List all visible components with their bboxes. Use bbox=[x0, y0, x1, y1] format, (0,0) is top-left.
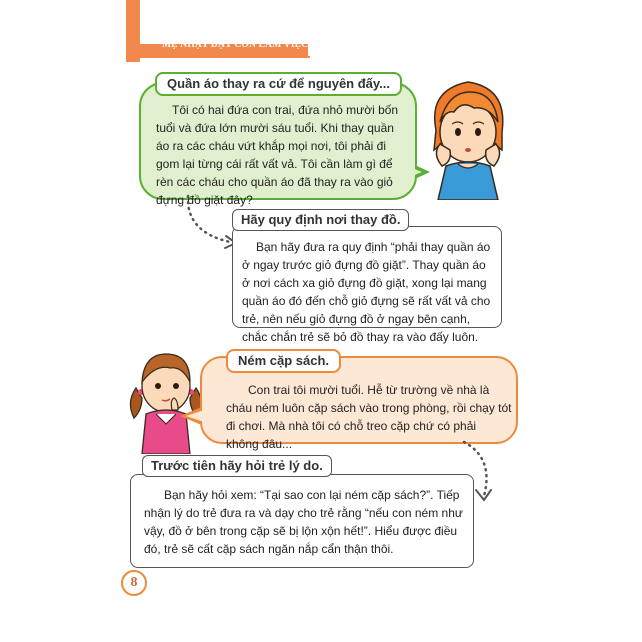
question-body-2: Con trai tôi mười tuổi. Hễ từ trường về nhà là cháu ném luôn cặp sách vào trong phòng, rồi chạy tót đi chơi. Mà nhà tôi có chỗ treo cặp chứ có phải không đâu... bbox=[226, 383, 512, 451]
question-title-2: Ném cặp sách. bbox=[226, 349, 341, 373]
speech-bubble-tail-fill-2 bbox=[186, 410, 204, 422]
question-body-1: Tôi có hai đứa con trai, đứa nhỏ mười bốn tuổi và đứa lớn mười sáu tuổi. Khi thay quần áo ra các cháu vứt khắp mọi nơi, tôi phải đi gom lại từng cái rất vất vả. Tôi cần làm gì để rèn các cháu cho quần áo đã thay ra vào giỏ đựng đồ giặt đây? bbox=[156, 103, 399, 207]
page-number: 8 bbox=[121, 570, 147, 596]
section-title: MẸ NHẬT DẠY CON LÀM VIỆC NHÀ bbox=[162, 40, 333, 50]
question-title-1: Quần áo thay ra cứ để nguyên đấy... bbox=[155, 72, 402, 96]
answer-text-1 bbox=[242, 238, 496, 346]
thinking-girl-orange-hair-illustration bbox=[418, 70, 518, 200]
answer-title-2: Trước tiên hãy hỏi trẻ lý do. bbox=[142, 455, 332, 477]
answer-body-1: Bạn hãy đưa ra quy định “phải thay quần áo ở ngay trước giỏ đựng đồ giặt”. Thay quần áo ở nơi cách xa giỏ đựng đồ giặt, xong lại mang quần áo đó đến chỗ giỏ đựng sẽ rất vất vả cho trẻ, nên nếu giỏ đựng đồ ở ngay bên cạnh, chắc chắn trẻ sẽ bỏ đồ thay ra vào đấy luôn. bbox=[242, 240, 491, 344]
answer-body-2: Bạn hãy hỏi xem: “Tại sao con lại ném cặp sách?”. Tiếp nhận lý do trẻ đưa ra và dạy cho trẻ rằng “nếu con ném như vậy, đồ ở bên trong cặp sẽ bị lộn xộn hết!”. Hiểu được điều đó, trẻ sẽ cất cặp sách ngăn nắp cẩn thận thôi. bbox=[144, 488, 463, 556]
header-underline bbox=[140, 56, 310, 58]
thinking-girl-brown-hair-illustration bbox=[126, 344, 206, 454]
answer-title-1: Hãy quy định nơi thay đồ. bbox=[232, 209, 409, 231]
answer-text-2 bbox=[144, 486, 468, 558]
